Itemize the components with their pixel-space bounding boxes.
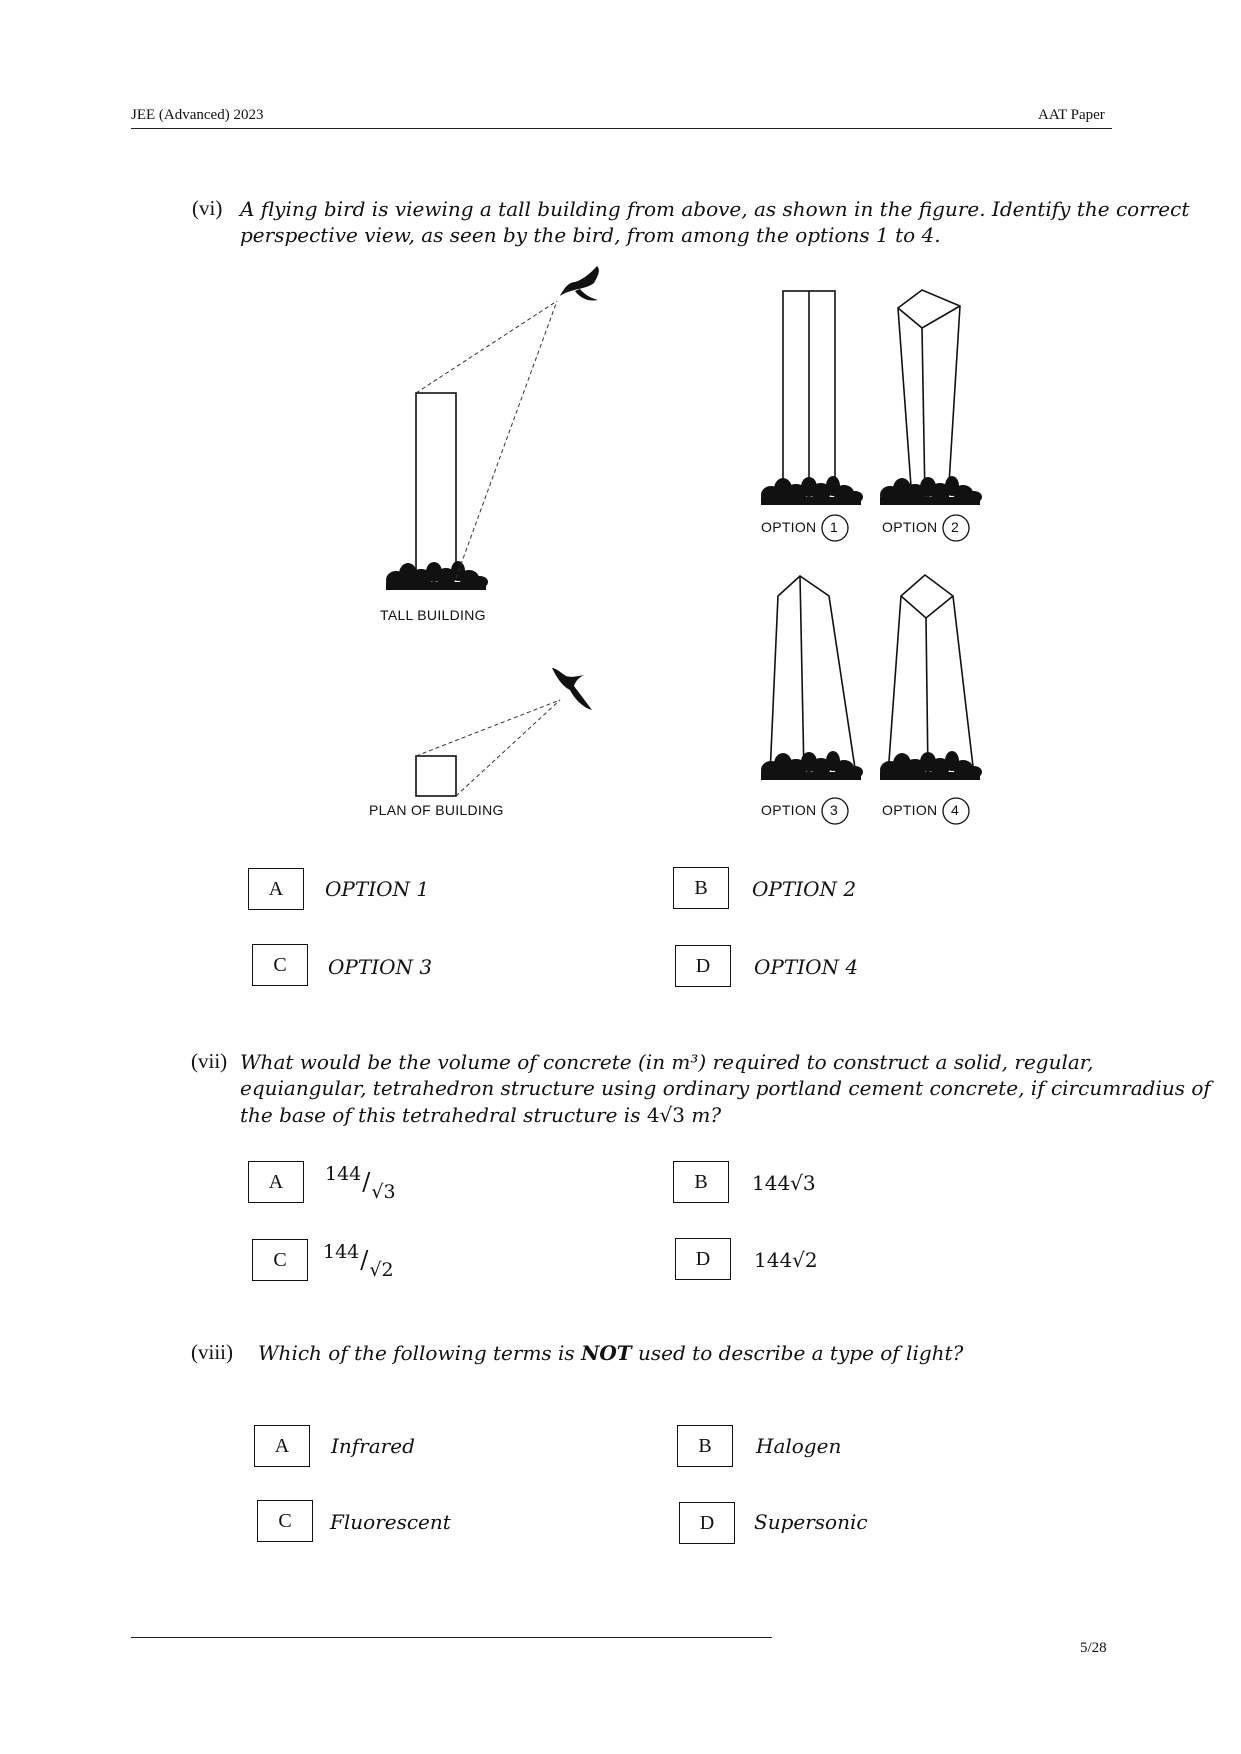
q7-option-c-value	[323, 1241, 394, 1281]
q6-option-d-text: OPTION 4	[754, 955, 859, 979]
question-viii-emphasis: NOT	[581, 1341, 632, 1365]
q8-option-a-box[interactable]: A	[254, 1425, 310, 1467]
question-vi-line2: perspective view, as seen by the bird, from among the options 1 to 4.	[240, 223, 941, 247]
q6-option-d-box[interactable]: D	[675, 945, 731, 987]
option-1-label: OPTION	[761, 519, 817, 535]
q7-option-a-numerator: 144	[325, 1163, 362, 1185]
option-3-view	[770, 576, 856, 775]
header-left: JEE (Advanced) 2023	[131, 107, 264, 123]
q7-option-a-box[interactable]: A	[248, 1161, 304, 1203]
q7-option-d-value: 144√2	[754, 1248, 818, 1272]
q6-option-c-text: OPTION 3	[328, 955, 433, 979]
q6-option-b-text: OPTION 2	[752, 877, 857, 901]
plan-of-building-label: PLAN OF BUILDING	[369, 802, 504, 818]
building-plan-square	[416, 756, 456, 796]
page-number: 5/28	[1080, 1640, 1107, 1656]
shrub-icon	[386, 561, 488, 590]
option-4-number: 4	[951, 802, 960, 818]
q6-option-c-box[interactable]: C	[252, 944, 308, 986]
tall-building-elevation	[416, 393, 456, 573]
option-3-label: OPTION	[761, 802, 817, 818]
q8-option-c-text: Fluorescent	[330, 1510, 451, 1534]
bird-icon	[552, 668, 592, 710]
question-vii-circumradius: 4√3	[646, 1103, 686, 1127]
option-1-number: 1	[830, 519, 839, 535]
q7-option-b-value: 144√3	[752, 1171, 816, 1195]
question-vii-line3-unit: m?	[685, 1103, 722, 1127]
question-viii-text-b: used to describe a type of light?	[631, 1341, 964, 1365]
option-3-number: 3	[830, 802, 839, 818]
option-4-label: OPTION	[882, 802, 938, 818]
footer-rule	[131, 1637, 772, 1638]
option-2-label: OPTION	[882, 519, 938, 535]
q6-option-a-text: OPTION 1	[325, 877, 430, 901]
question-vii-line2: equiangular, tetrahedron structure using ordinary portland cement concrete, if circumradius of	[240, 1076, 1211, 1100]
question-vii-line3	[240, 1102, 721, 1128]
option-2-view	[898, 290, 960, 500]
q6-option-a-box[interactable]: A	[248, 868, 304, 910]
tall-building-label: TALL BUILDING	[380, 607, 486, 623]
question-vii-number: (vii)	[191, 1049, 228, 1073]
q7-option-c-denominator: √2	[369, 1259, 394, 1281]
question-viii-text	[258, 1340, 963, 1366]
q7-option-b-box[interactable]: B	[673, 1161, 729, 1203]
question-vi-line1: A flying bird is viewing a tall building from above, as shown in the figure. Identify the correct	[240, 197, 1190, 221]
q8-option-b-text: Halogen	[756, 1434, 842, 1458]
q8-option-a-text: Infrared	[331, 1434, 415, 1458]
q8-option-d-box[interactable]: D	[679, 1502, 735, 1544]
q8-option-b-box[interactable]: B	[677, 1425, 733, 1467]
q7-option-a-denominator: √3	[371, 1181, 396, 1203]
q8-option-d-text: Supersonic	[754, 1510, 868, 1534]
fraction-slash: /	[362, 1168, 371, 1196]
q7-option-d-box[interactable]: D	[675, 1238, 731, 1280]
fraction-slash: /	[360, 1246, 369, 1274]
shrub-icon	[880, 476, 982, 505]
question-viii-text-a: Which of the following terms is	[258, 1341, 582, 1365]
option-2-number: 2	[951, 519, 960, 535]
question-vii-line1: What would be the volume of concrete (in m³) required to construct a solid, regular,	[240, 1050, 1094, 1074]
option-1-view	[783, 291, 835, 501]
bird-icon	[560, 266, 599, 301]
q7-option-c-box[interactable]: C	[252, 1239, 308, 1281]
q7-option-c-numerator: 144	[323, 1241, 360, 1263]
question-viii-number: (viii)	[191, 1340, 233, 1364]
q6-option-b-box[interactable]: B	[673, 867, 729, 909]
shrub-icon	[761, 476, 863, 505]
header-right: AAT Paper	[1038, 107, 1105, 123]
option-4-view	[888, 575, 974, 775]
question-vii-line3-text: the base of this tetrahedral structure is	[240, 1103, 647, 1127]
q8-option-c-box[interactable]: C	[257, 1500, 313, 1542]
q7-option-a-value	[325, 1163, 396, 1203]
question-vi-number: (vi)	[192, 196, 223, 220]
